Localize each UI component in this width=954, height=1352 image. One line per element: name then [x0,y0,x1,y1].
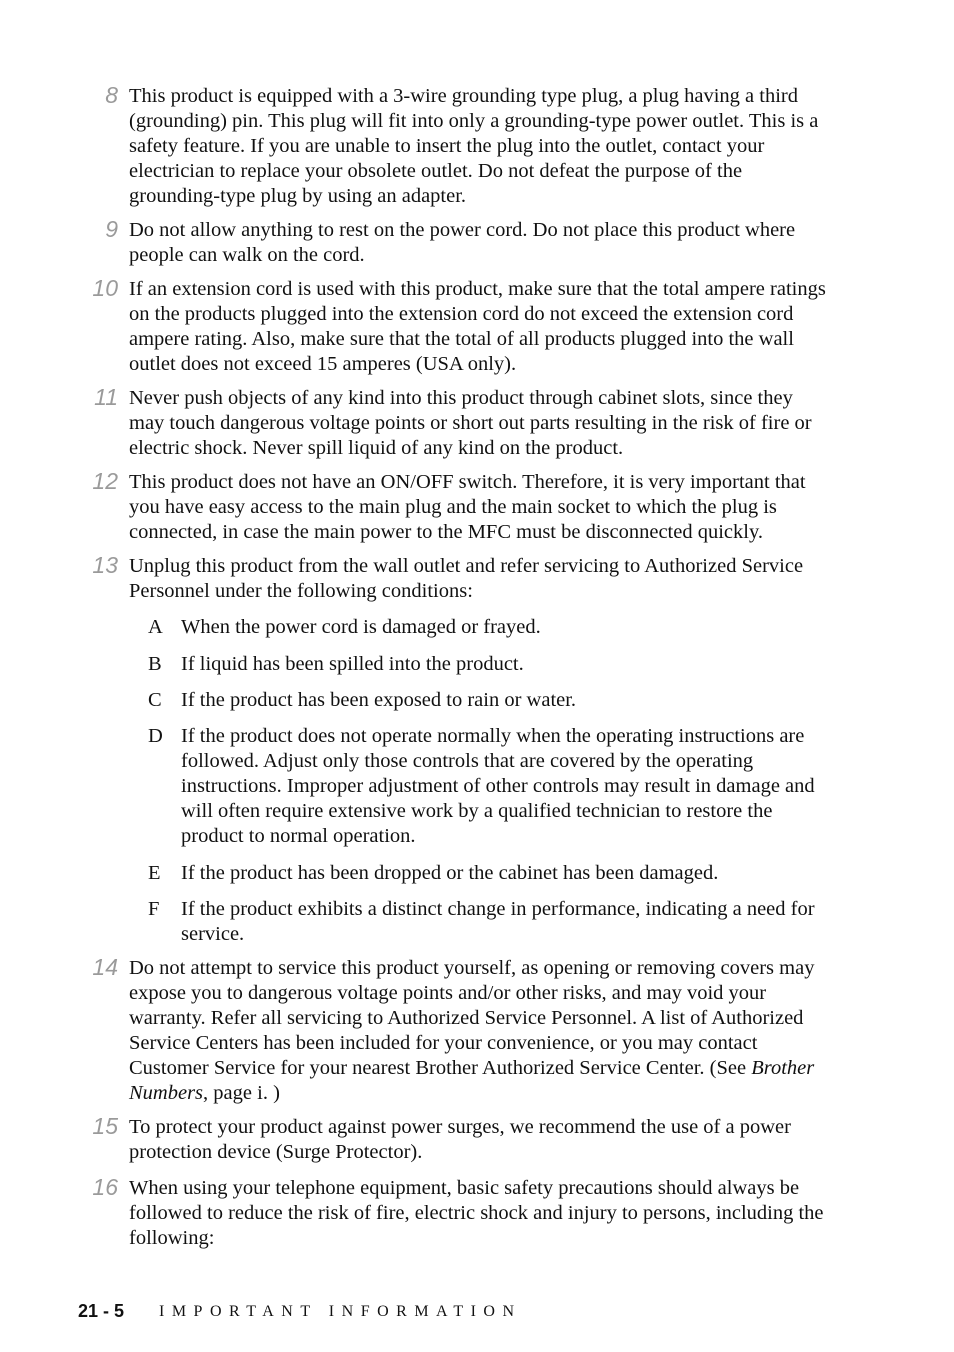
brother-numbers-reference: Brother Numbers [129,1057,815,1104]
condition-letter: E [148,862,161,884]
item-text: This product does not have an ON/OFF switch. Therefore, it is very important that you have easy access to the main plug and the main socket to which the plug is connected, in case the main power to the MFC must be disconnected quickly. [129,471,806,543]
item-text [129,956,829,1106]
item-text: Do not allow anything to rest on the power cord. Do not place this product where people can walk on the cord. [129,219,796,266]
item-number: 8 [105,82,118,108]
item-text-main: Do not attempt to service this product yourself, as opening or removing covers may expose you to dangerous voltage points and/or other risks, and may void your warranty. Refer all servicing to Authorized Service Personnel. A list of Authorized Service Centers has been included for your convenience, or you may contact Customer Service for your nearest Brother Authorized Service Center. (See [129,957,815,1079]
condition-text: If the product has been dropped or the cabinet has been damaged. [181,862,719,884]
item-text: This product is equipped with a 3-wire grounding type plug, a plug having a third (grounding) pin. This plug will fit into only a grounding-type power outlet. This is a safety feature. If you are unable to insert the plug into the outlet, contact your electrician to replace your obsolete outlet. Do not defeat the purpose of the grounding-type plug by using an adapter. [129,85,819,207]
condition-text: If the product exhibits a distinct change in performance, indicating a need for service. [181,898,815,945]
item-number: 9 [105,216,118,242]
page-number: 21 - 5 [78,1301,125,1321]
condition-text: If the product does not operate normally when the operating instructions are followed. Adjust only those controls that are covered by the operating instructions. Improper adjustment of other controls may result in damage and will often require extensive work by a qualified technician to restore the product to normal operation. [181,725,815,847]
item-number: 10 [92,275,118,301]
item-text-tail: , page i. ) [203,1082,280,1104]
item-number: 16 [92,1174,118,1200]
condition-letter: A [148,616,163,638]
condition-letter: D [148,725,163,747]
item-text: To protect your product against power surges, we recommend the use of a power protection device (Surge Protector). [129,1116,791,1163]
item-number: 14 [92,954,118,980]
item-number: 11 [94,384,118,410]
condition-letter: C [148,689,162,711]
item-number: 13 [92,552,118,578]
condition-text: If liquid has been spilled into the product. [181,653,524,675]
item-text: Unplug this product from the wall outlet and refer servicing to Authorized Service Personnel under the following conditions: [129,555,804,602]
item-number: 12 [92,468,118,494]
condition-letter: B [148,653,162,675]
item-number: 15 [92,1113,118,1139]
running-footer-title: IMPORTANT INFORMATION [159,1303,522,1320]
condition-letter: F [148,898,160,920]
condition-text: When the power cord is damaged or frayed. [181,616,541,638]
condition-text: If the product has been exposed to rain or water. [181,689,577,711]
item-text: If an extension cord is used with this product, make sure that the total ampere ratings on the products plugged into the extension cord do not exceed the extension cord ampere rating. Also, make sure that the total of all products plugged into the wall outlet does not exceed 15 amperes (USA only). [129,278,826,375]
item-text: Never push objects of any kind into this product through cabinet slots, since they may touch dangerous voltage points or short out parts resulting in the risk of fire or electric shock. Never spill liquid of any kind on the product. [129,387,812,459]
item-text: When using your telephone equipment, basic safety precautions should always be followed to reduce the risk of fire, electric shock and injury to persons, including the following: [129,1177,824,1249]
